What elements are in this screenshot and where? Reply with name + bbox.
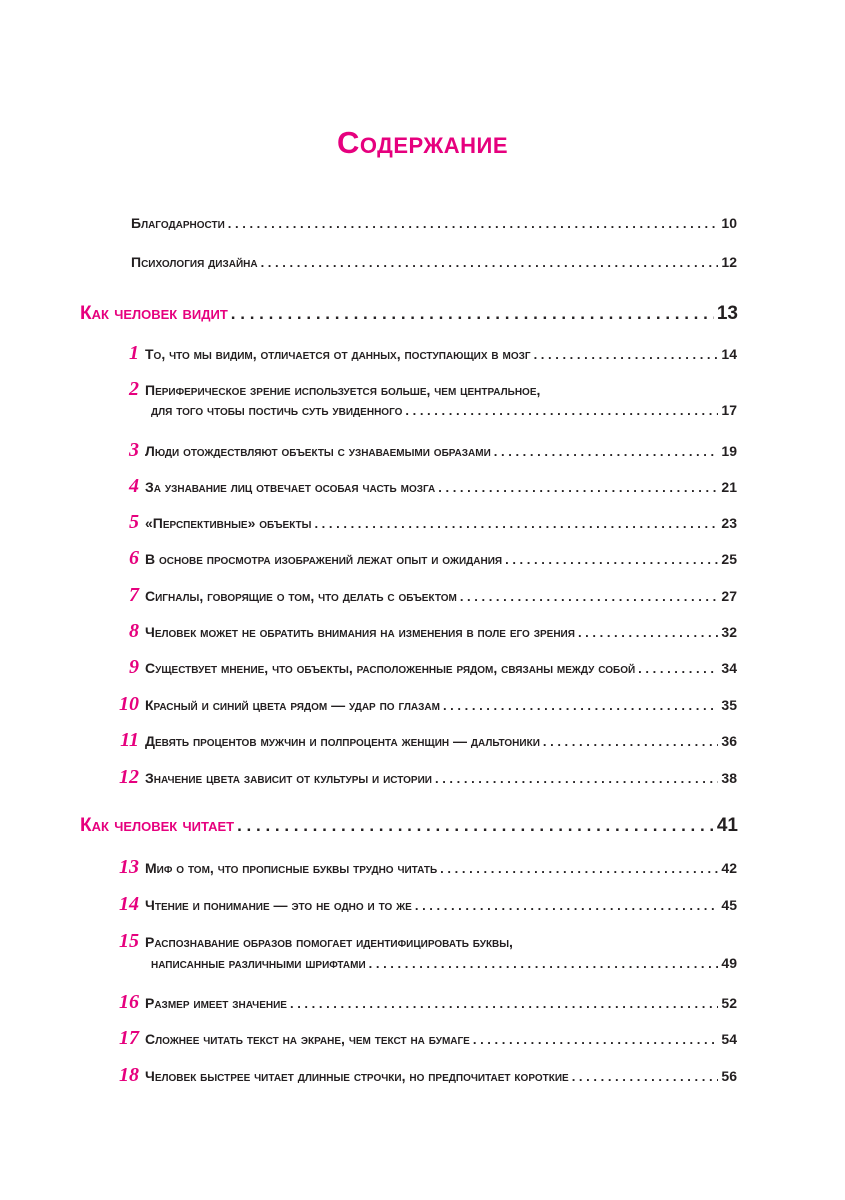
chapter-number: 16 [119,991,139,1013]
chapter-number: 9 [129,656,139,678]
section-label: Как человек видит [80,303,228,324]
chapter-number: 5 [129,511,139,533]
dot-leader [443,698,718,713]
chapter-page: 54 [721,1031,737,1047]
dot-leader [435,771,718,786]
chapter-label: для того чтобы постичь суть увиденного [151,402,403,418]
dot-leader [543,734,719,749]
chapter-label: Красный и синий цвета рядом — удар по глазам [145,697,440,713]
section-label: Как человек читает [80,815,235,836]
chapter-number: 18 [119,1064,139,1086]
chapter-page: 32 [721,624,737,640]
toc-chapter-2-first-line[interactable] [0,378,737,401]
chapter-label-line1: Распознавание образов помогает идентифицировать буквы, [145,934,513,950]
chapter-number: 4 [129,475,139,497]
chapter-page: 36 [721,733,737,749]
chapter-page: 42 [721,860,737,876]
dot-leader [231,304,714,324]
dot-leader [638,661,718,676]
toc-chapter-6[interactable] [0,547,737,570]
chapter-label: Размер имеет значение [145,995,287,1011]
toc-chapter-10[interactable] [0,693,737,716]
chapter-number: 10 [119,693,139,715]
chapter-number: 8 [129,620,139,642]
toc-entry-page: 12 [721,254,737,270]
dot-leader [228,216,719,231]
toc-chapter-15[interactable] [151,955,737,971]
chapter-page: 38 [721,770,737,786]
toc-chapter-13[interactable] [0,856,737,879]
chapter-label: «Перспективные» объекты [145,515,312,531]
dot-leader [290,996,718,1011]
chapter-label: За узнавание лиц отвечает особая часть мозга [145,479,436,495]
chapter-page: 27 [721,588,737,604]
toc-chapter-16[interactable] [0,991,737,1014]
toc-entry-design-psychology[interactable] [131,254,737,270]
chapter-page: 19 [721,443,737,459]
chapter-label: Сложнее читать текст на экране, чем текст на бумаге [145,1031,470,1047]
chapter-page: 23 [721,515,737,531]
toc-chapter-3[interactable] [0,439,737,462]
chapter-page: 35 [721,697,737,713]
chapter-label: Значение цвета зависит от культуры и истории [145,770,432,786]
chapter-number: 7 [129,584,139,606]
chapter-label: Девять процентов мужчин и полпроцента женщин — дальтоники [145,733,540,749]
page-title: Содержание [336,125,509,160]
toc-chapter-1[interactable] [0,342,737,365]
dot-leader [572,1069,719,1084]
chapter-number: 14 [119,893,139,915]
toc-chapter-2[interactable] [151,402,737,418]
dot-leader [578,625,718,640]
chapter-page: 21 [721,479,737,495]
toc-entry-label: Благодарности [131,215,225,231]
dot-leader [237,816,714,836]
toc-chapter-12[interactable] [0,766,737,789]
chapter-number: 13 [119,856,139,878]
chapter-label: Сигналы, говорящие о том, что делать с объектом [145,588,457,604]
chapter-number: 17 [119,1027,139,1049]
section-page: 41 [716,815,738,836]
toc-entry-label: Психология дизайна [131,254,258,270]
chapter-label: Человек быстрее читает длинные строчки, но предпочитает короткие [145,1068,569,1084]
dot-leader [534,347,719,362]
dot-leader [473,1032,719,1047]
toc-chapter-8[interactable] [0,620,737,643]
toc-chapter-5[interactable] [0,511,737,534]
chapter-page: 56 [721,1068,737,1084]
dot-leader [460,589,719,604]
chapter-number: 15 [119,930,139,952]
toc-chapter-4[interactable] [0,475,737,498]
toc-chapter-9[interactable] [0,656,737,679]
toc-entry-acknowledgements[interactable] [131,215,737,231]
chapter-label: То, что мы видим, отличается от данных, поступающих в мозг [145,346,531,362]
dot-leader [505,552,718,567]
toc-chapter-11[interactable] [0,729,737,752]
toc-section-how-people-see[interactable] [80,303,738,325]
chapter-label: Человек может не обратить внимания на изменения в поле его зрения [145,624,575,640]
section-page: 13 [716,303,738,324]
chapter-page: 45 [721,897,737,913]
chapter-label: Существует мнение, что объекты, расположенные рядом, связаны между собой [145,660,636,676]
chapter-label: В основе просмотра изображений лежат опыт и ожидания [145,551,503,567]
chapter-page: 17 [721,402,737,418]
toc-chapter-18[interactable] [0,1064,737,1087]
chapter-page: 52 [721,995,737,1011]
dot-leader [314,516,718,531]
chapter-label: Люди отождествляют объекты с узнаваемыми образами [145,443,491,459]
chapter-number: 3 [129,439,139,461]
chapter-label: Миф о том, что прописные буквы трудно читать [145,860,438,876]
dot-leader [494,444,719,459]
toc-chapter-7[interactable] [0,584,737,607]
chapter-page: 34 [721,660,737,676]
toc-entry-page: 10 [721,215,737,231]
chapter-label: Чтение и понимание — это не одно и то же [145,897,412,913]
chapter-number: 12 [119,766,139,788]
chapter-number: 6 [129,547,139,569]
chapter-label: написанные различными шрифтами [151,955,366,971]
chapter-number: 2 [129,378,139,400]
dot-leader [440,861,718,876]
chapter-page: 14 [721,346,737,362]
chapter-page: 49 [721,955,737,971]
dot-leader [438,480,718,495]
toc-chapter-14[interactable] [0,893,737,916]
toc-chapter-17[interactable] [0,1027,737,1050]
chapter-number: 1 [129,342,139,364]
chapter-number: 11 [120,729,139,751]
dot-leader [369,956,719,971]
dot-leader [405,403,718,418]
chapter-label-line1: Периферическое зрение используется больше, чем центральное, [145,382,541,398]
chapter-page: 25 [721,551,737,567]
toc-section-how-people-read[interactable] [80,815,738,837]
dot-leader [415,898,719,913]
dot-leader [261,255,719,270]
toc-chapter-15-first-line[interactable] [0,930,737,953]
